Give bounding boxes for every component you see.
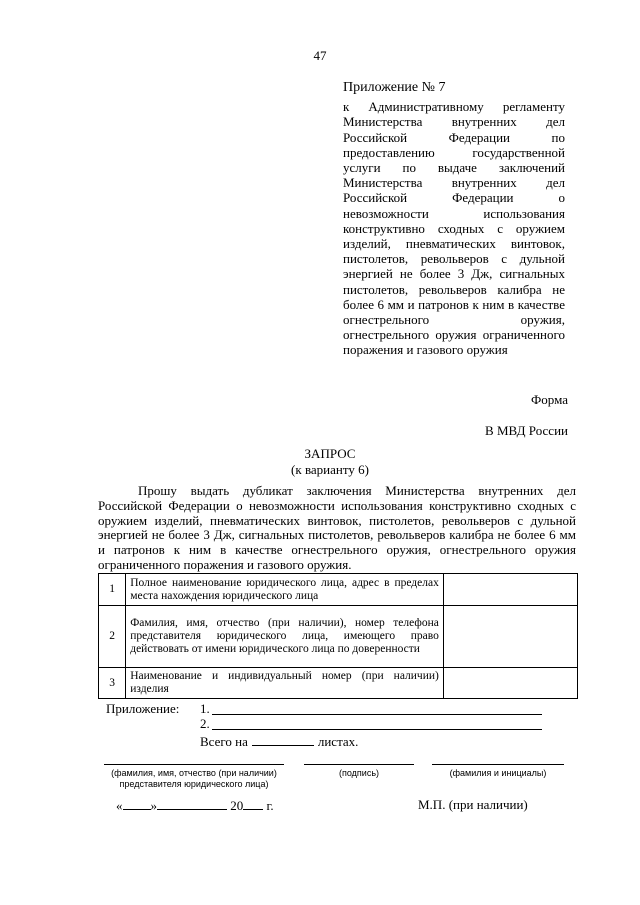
row-number: 1 [99, 574, 126, 606]
document-title: ЗАПРОС [304, 446, 356, 461]
initials-caption: (фамилия и инициалы) [449, 768, 547, 778]
name-signature-line[interactable] [104, 764, 284, 765]
total-sheets-field[interactable] [252, 733, 314, 746]
page-number: 47 [313, 48, 327, 63]
document-subtitle: (к варианту 6) [291, 462, 369, 477]
row-value-field[interactable] [443, 574, 577, 606]
addressee: В МВД России [485, 423, 568, 438]
date-open-quote: « [116, 798, 123, 813]
attachment-line-2[interactable] [200, 716, 210, 732]
table-row [99, 606, 578, 668]
seal-note: М.П. (при наличии) [418, 797, 528, 812]
annex-header [343, 80, 565, 358]
row-number: 3 [99, 668, 126, 699]
row-label: Полное наименование юридического лица, адрес в пределах места нахождения юридического лица [126, 574, 444, 606]
signature-caption: (подпись) [338, 768, 380, 778]
request-text: Прошу выдать дубликат заключения Министерства внутренних дел Российской Федерации о невозможности использования конструктивно сходных с оружием изделий, пневматических винтовок, пистолетов, револьверов с дульной энергией не более 3 Дж, сигнальных пистолетов, револьверов калибра не более 6 мм и патронов к ним в качестве огнестрельного оружия, огнестрельного оружия ограниченного поражения и газового оружия. [98, 483, 576, 572]
row-value-field[interactable] [443, 606, 577, 668]
table-row [99, 668, 578, 699]
row-number: 2 [99, 606, 126, 668]
form-label: Форма [531, 392, 568, 407]
total-sheets [200, 733, 358, 750]
attachment-line-1[interactable] [200, 701, 210, 717]
date-close-quote: » [150, 798, 157, 813]
year-field[interactable] [243, 797, 263, 810]
row-value-field[interactable] [443, 668, 577, 699]
attachment-item-number: 1. [200, 701, 210, 716]
date-line [116, 797, 274, 814]
signature-line[interactable] [304, 764, 414, 765]
year-prefix: 20 [230, 798, 244, 813]
request-fields-table [98, 573, 578, 699]
year-suffix: г. [266, 798, 274, 813]
attachment-label: Приложение: [106, 701, 180, 716]
annex-number: Приложение № 7 [343, 80, 446, 95]
row-label: Фамилия, имя, отчество (при наличии), номер телефона представителя юридического лица, имеющего право действовать от имени юридического лица по доверенности [126, 606, 444, 668]
annex-text: к Административному регламенту Министерства внутренних дел Российской Федерации по предоставлению государственной услуги по выдаче заключений Министерства внутренних дел Российской Федерации о невозможности использования конструктивно сходных с оружием изделий, пневматических винтовок, пистолетов, револьверов с дульной энергией не более 3 Дж, сигнальных пистолетов, револьверов калибра не более 6 мм и патронов к ним в качестве огнестрельного оружия, огнестрельного оружия ограниченного поражения и газового оружия [343, 99, 565, 358]
total-suffix: листах. [317, 734, 359, 749]
name-caption: (фамилия, имя, отчество (при наличии) представителя юридического лица) [111, 768, 277, 789]
day-field[interactable] [123, 797, 151, 810]
month-field[interactable] [157, 797, 227, 810]
attachment-item-number: 2. [200, 716, 210, 731]
table-row [99, 574, 578, 606]
row-label: Наименование и индивидуальный номер (при наличии) изделия [126, 668, 444, 699]
initials-line[interactable] [432, 764, 564, 765]
total-prefix: Всего на [200, 734, 248, 749]
